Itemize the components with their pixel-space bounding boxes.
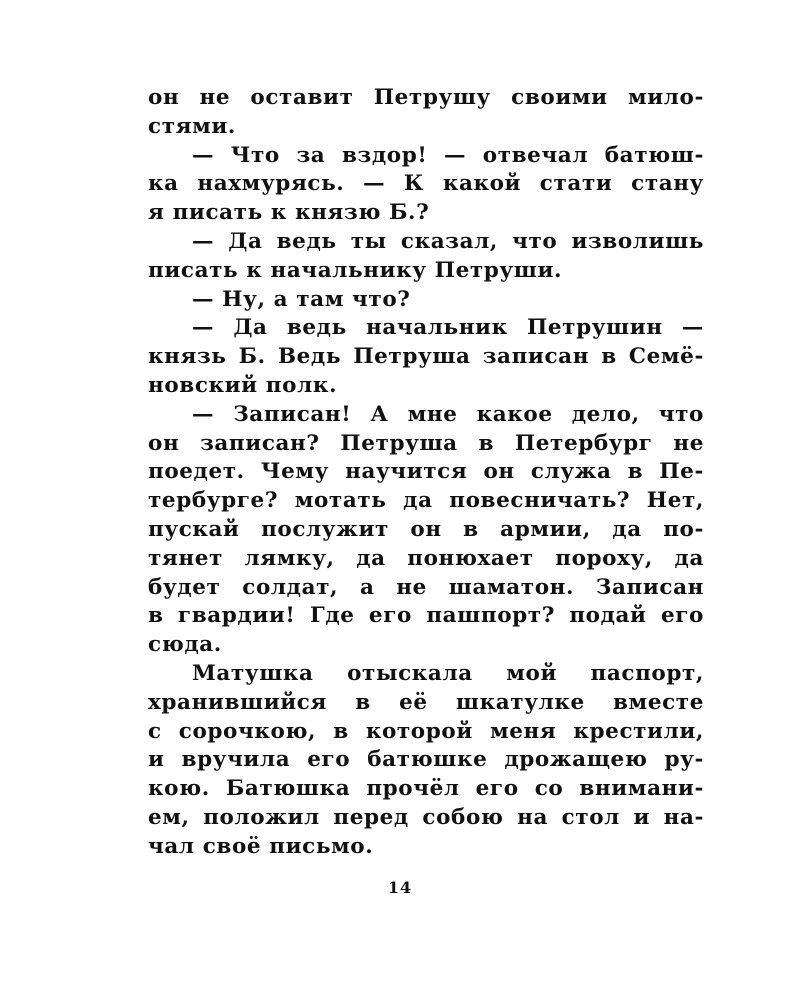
text-line: писать к начальнику Петруши. bbox=[148, 257, 563, 283]
text-line: он записан? Петруша в Петербург не bbox=[148, 430, 704, 456]
text-line: чал своё письмо. bbox=[148, 833, 374, 859]
text-line: тербурге? мотать да повесничать? Нет, bbox=[148, 488, 704, 514]
page-number: 14 bbox=[387, 878, 413, 897]
text-line: кою. Батюшка прочёл его со внимани- bbox=[148, 776, 704, 802]
text-line: ка нахмурясь. — К какой стати стану bbox=[148, 171, 704, 197]
text-line: тянет лямку, да понюхает пороху, да bbox=[148, 545, 704, 571]
text-line: хранившийся в её шкатулке вместе bbox=[148, 689, 704, 715]
text-line: я писать к князю Б.? bbox=[148, 200, 430, 226]
text-line: пускай послужит он в армии, да по- bbox=[148, 516, 704, 542]
text-line: в гвардии! Где его пашпорт? подай его bbox=[148, 603, 704, 629]
text-line: сюда. bbox=[148, 632, 222, 658]
text-line: он не оставит Петрушу своими мило- bbox=[148, 85, 704, 110]
text-line: — Что за вздор! — отвечал батюш- bbox=[192, 142, 704, 168]
text-line: — Да ведь ты сказал, что изволишь bbox=[192, 228, 704, 254]
text-line: новский полк. bbox=[148, 372, 338, 398]
text-line: — Да ведь начальник Петрушин — bbox=[192, 315, 704, 341]
text-line: — Ну, а там что? bbox=[192, 286, 411, 312]
text-line: поедет. Чему научится он служа в Пе- bbox=[148, 459, 704, 485]
text-line: будет солдат, а не шаматон. Записан bbox=[148, 574, 704, 600]
text-line: ем, положил перед собою на стол и на- bbox=[148, 804, 704, 830]
text-line: и вручила его батюшке дрожащею ру- bbox=[148, 747, 704, 773]
text-line: князь Б. Ведь Петруша записан в Семё- bbox=[148, 344, 704, 370]
page-body-text bbox=[148, 84, 704, 862]
text-line: с сорочкою, в которой меня крестили, bbox=[148, 718, 704, 744]
text-line: Матушка отыскала мой паспорт, bbox=[192, 660, 704, 686]
text-line: — Записан! А мне какое дело, что bbox=[192, 401, 704, 427]
text-line: стями. bbox=[148, 113, 237, 139]
